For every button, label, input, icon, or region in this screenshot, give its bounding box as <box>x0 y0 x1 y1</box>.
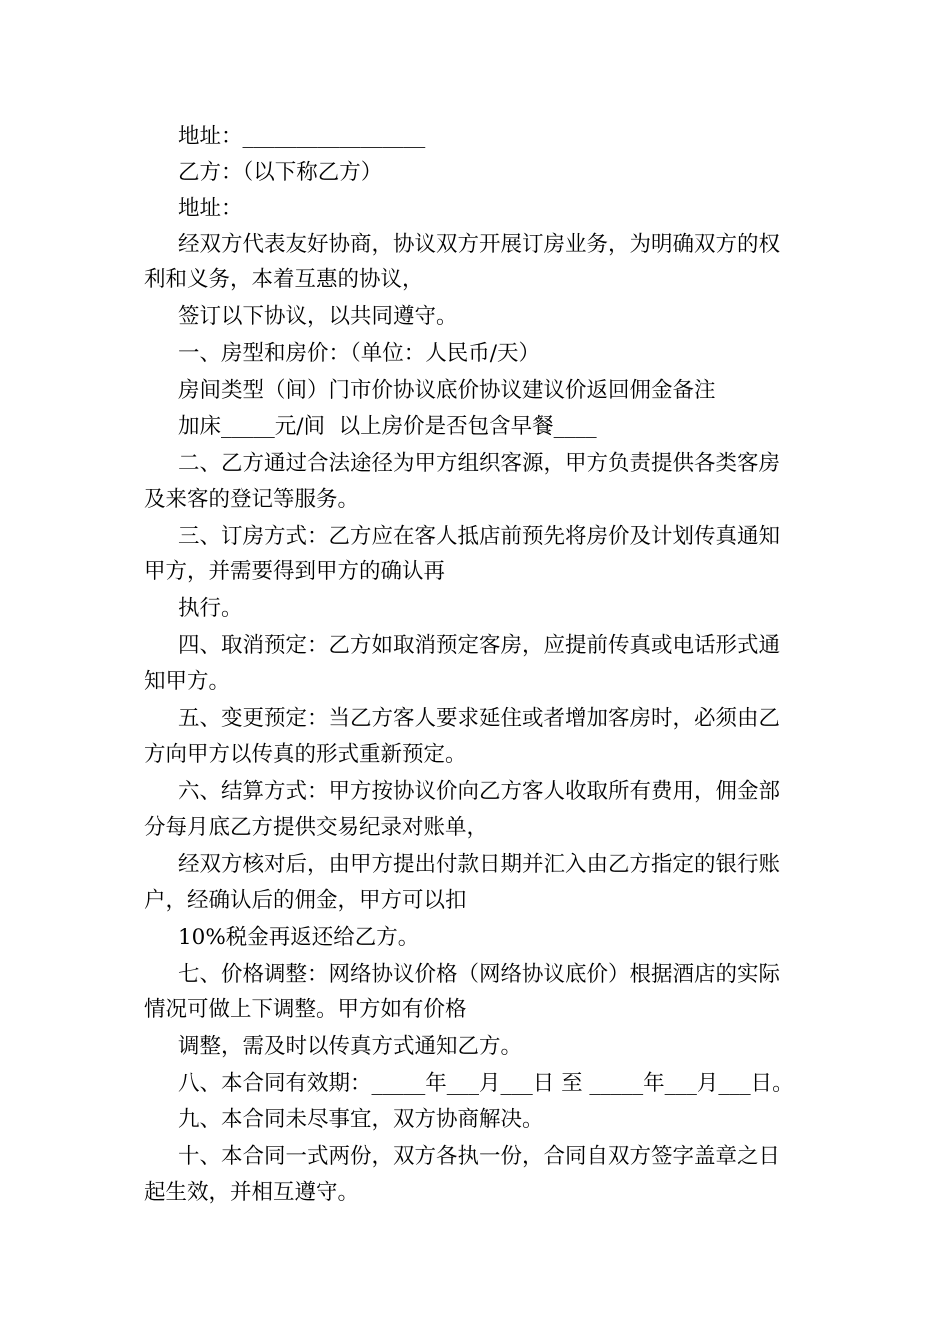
party-b-line: 乙方：（以下称乙方） <box>178 160 383 185</box>
paragraph-line: 签订以下协议，以共同遵守。 <box>178 304 458 329</box>
paragraph-line: 户，经确认后的佣金，甲方可以扣 <box>144 888 467 913</box>
paragraph-line: 知甲方。 <box>144 669 231 694</box>
section-heading: 三、订房方式：乙方应在客人抵店前预先将房价及计划传真通知 <box>178 524 781 549</box>
section-heading: 二、乙方通过合法途径为甲方组织客源，甲方负责提供各类客房 <box>178 451 781 476</box>
paragraph-line: 起生效，并相互遵守。 <box>144 1180 360 1205</box>
section-heading: 五、变更预定：当乙方客人要求延住或者增加客房时，必须由乙 <box>178 706 781 731</box>
paragraph-line: 调整，需及时以传真方式通知乙方。 <box>178 1034 523 1059</box>
paragraph-line: 分每月底乙方提供交易纪录对账单， <box>144 815 489 840</box>
section-heading: 九、本合同未尽事宜，双方协商解决。 <box>178 1107 544 1132</box>
extra-bed-line: 加床_____元/间 以上房价是否包含早餐____ <box>178 414 597 439</box>
paragraph-line: 甲方，并需要得到甲方的确认再 <box>144 559 446 584</box>
section-heading: 一、房型和房价：（单位：人民币/天） <box>178 341 540 366</box>
section-heading: 十、本合同一式两份，双方各执一份，合同自双方签字盖章之日 <box>178 1144 781 1169</box>
section-heading: 六、结算方式：甲方按协议价向乙方客人收取所有费用，佣金部 <box>178 779 781 804</box>
paragraph-line: 执行。 <box>178 596 243 621</box>
validity-line: 八、本合同有效期：_____年___月___日 至 _____年___月___日。 <box>178 1071 794 1096</box>
table-header-line: 房间类型（间）门市价协议底价协议建议价返回佣金备注 <box>178 378 716 403</box>
paragraph-line: 经双方核对后，由甲方提出付款日期并汇入由乙方指定的银行账 <box>178 852 781 877</box>
paragraph-line: 情况可做上下调整。甲方如有价格 <box>144 997 467 1022</box>
section-heading: 七、价格调整：网络协议价格（网络协议底价）根据酒店的实际 <box>178 962 781 987</box>
address-line-2: 地址： <box>178 196 243 221</box>
paragraph-line: 10%税金再返还给乙方。 <box>178 925 420 950</box>
paragraph-line: 及来客的登记等服务。 <box>144 487 360 512</box>
paragraph-line: 利和义务，本着互惠的协议， <box>144 267 424 292</box>
address-line-1: 地址：_________________ <box>178 124 426 149</box>
section-heading: 四、取消预定：乙方如取消预定客房，应提前传真或电话形式通 <box>178 633 781 658</box>
paragraph-line: 方向甲方以传真的形式重新预定。 <box>144 742 467 767</box>
paragraph-line: 经双方代表友好协商，协议双方开展订房业务，为明确双方的权 <box>178 232 781 257</box>
